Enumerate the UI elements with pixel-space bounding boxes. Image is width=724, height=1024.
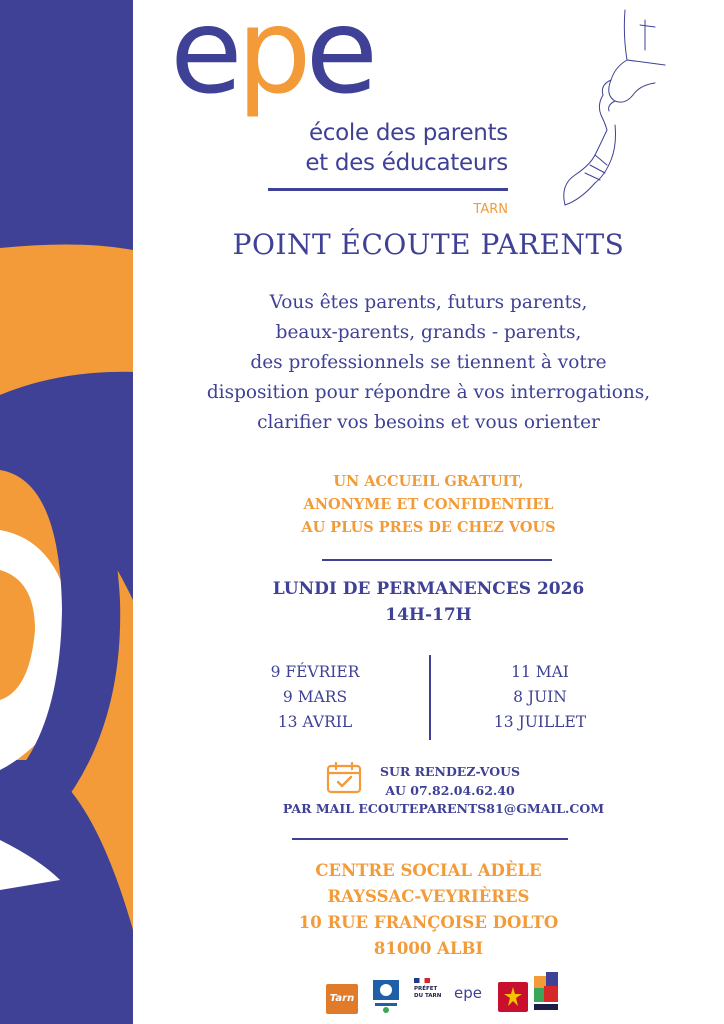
prefet-tarn-logo: [414, 978, 448, 1014]
education-partner-icon: [534, 972, 560, 1016]
date-item: 11 MAI: [511, 663, 569, 681]
caf-logo: [371, 978, 401, 1014]
appointment-label: SUR RENDEZ-VOUS: [379, 764, 521, 779]
offer-block: [133, 470, 724, 539]
intro-line: des professionnels se tiennent à votre: [250, 352, 607, 373]
permanences-heading-block: [133, 576, 724, 628]
address-line: RAYSSAC-VEYRIÈRES: [327, 887, 530, 906]
dates-column-left: [240, 660, 390, 735]
address-line: 10 RUE FRANÇOISE DOLTO: [298, 913, 559, 932]
prefet-line2: DU TARN: [414, 993, 442, 999]
offer-line: ANONYME ET CONFIDENTIEL: [303, 496, 554, 513]
offer-line: UN ACCUEIL GRATUIT,: [333, 473, 524, 490]
logo-region: TARN: [473, 202, 508, 217]
intro-line: clarifier vos besoins et vous orienter: [257, 412, 600, 433]
tarn-logo-text: Tarn: [329, 993, 355, 1004]
logo-letter-e2: e: [305, 0, 373, 120]
date-item: 13 AVRIL: [277, 713, 353, 731]
holding-hands-illustration: [545, 5, 670, 220]
logo-tagline-line2: et des éducateurs: [305, 150, 508, 176]
intro-line: disposition pour répondre à vos interrogations,: [206, 382, 651, 403]
decorative-side-strip: [0, 0, 133, 1024]
dates-column-divider: [429, 655, 431, 740]
phone-number[interactable]: AU 07.82.04.62.40: [385, 783, 515, 798]
page-title: POINT ÉCOUTE PARENTS: [232, 228, 625, 261]
epe-small-logo: [454, 984, 486, 1010]
date-item: 13 JUILLET: [493, 713, 587, 731]
date-item: 9 FÉVRIER: [270, 663, 360, 681]
address-line: 81000 ALBI: [373, 939, 484, 958]
logo-tagline-line1: école des parents: [308, 120, 508, 146]
section-divider: [322, 559, 552, 561]
intro-line: Vous êtes parents, futurs parents,: [269, 292, 588, 313]
calendar-check-icon: [326, 762, 362, 794]
address-line: CENTRE SOCIAL ADÈLE: [315, 861, 542, 880]
logo-divider: [268, 188, 508, 191]
epe-small-logo-text: epe: [454, 984, 482, 1002]
caf-logo-icon: [371, 978, 401, 1014]
education-partner-logo: [534, 972, 560, 1016]
occitanie-region-logo: [498, 982, 528, 1012]
email-contact[interactable]: PAR MAIL ECOUTEPARENTS81@GMAIL.COM: [282, 801, 605, 816]
partner-logos: [326, 972, 561, 1018]
epe-logo: [170, 0, 530, 217]
date-item: 9 MARS: [282, 688, 348, 706]
permanences-heading: LUNDI DE PERMANENCES 2026: [272, 579, 585, 599]
tarn-department-logo: [326, 984, 358, 1014]
occitanie-cross-icon: [498, 982, 528, 1012]
logo-letter-p: p: [236, 0, 306, 120]
address-block: [133, 858, 724, 962]
intro-line: beaux-parents, grands - parents,: [275, 322, 582, 343]
date-item: 8 JUIN: [513, 688, 567, 706]
intro-paragraph: [133, 288, 724, 438]
logo-letter-e1: e: [170, 0, 237, 120]
logo-wordmark: [170, 0, 373, 120]
section-divider: [292, 838, 568, 840]
strip-shapes: [0, 0, 133, 1024]
permanences-hours: 14H-17H: [385, 605, 472, 625]
offer-line: AU PLUS PRES DE CHEZ VOUS: [301, 519, 556, 536]
prefet-line1: PRÉFET: [414, 986, 438, 992]
appointment-block: [370, 762, 530, 800]
dates-column-right: [465, 660, 615, 735]
